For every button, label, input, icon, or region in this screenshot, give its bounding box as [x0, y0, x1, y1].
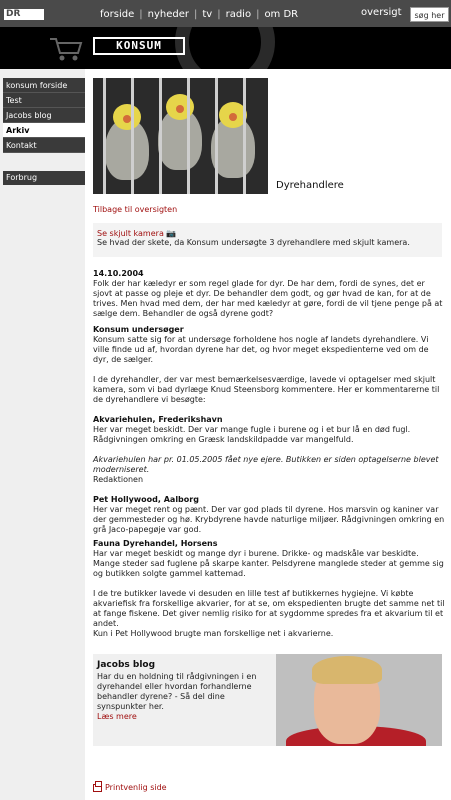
konsum-logo[interactable]: KONSUM — [93, 37, 185, 55]
print-label[interactable]: Printvenlig side — [105, 783, 167, 792]
shop-heading: Akvariehulen, Frederikshavn — [93, 415, 223, 424]
hidden-camera-box — [93, 223, 442, 257]
sidebar-item-konsum-forside[interactable]: konsum forside — [3, 78, 85, 93]
cage-bar — [187, 78, 190, 194]
search-button[interactable]: søg her — [410, 7, 449, 22]
section-text-2: I de dyrehandler, der var mest bemærkelsesværdige, lavede vi optagelser med skjult kamera, som vi bad dyrlæge Knud Steensborg kommentere. Her er kommentarerne til de dyrehandlere vi besøgte: — [93, 375, 440, 404]
shop-heading: Fauna Dyrehandel, Horsens — [93, 539, 218, 548]
portrait-hair — [312, 656, 382, 684]
article-body — [93, 269, 445, 639]
nav-tv[interactable]: tv — [202, 8, 213, 20]
nav-forside[interactable]: forside — [100, 8, 135, 20]
cage-bar — [159, 78, 162, 194]
sidebar-item-test[interactable]: Test — [3, 93, 85, 108]
top-nav — [100, 7, 298, 21]
nav-separator: | — [139, 8, 143, 20]
nav-om-dr[interactable]: om DR — [264, 8, 299, 20]
jacobs-blog-text-block — [97, 660, 273, 722]
shop-note: Akvariehulen har pr. 01.05.2005 fået nye ejere. Butikken er siden optagelserne blevet moderniseret. — [93, 455, 439, 474]
banner-decoration — [175, 27, 275, 69]
jacobs-blog-description: Har du en holdning til rådgivningen i en dyrehandel eller hvordan forhandlerne behandler dyrene? - Så del dine synspunkter her. — [97, 672, 257, 711]
left-sidebar — [0, 69, 85, 800]
nav-nyheder[interactable]: nyheder — [147, 8, 189, 20]
section-heading: Konsum undersøger — [93, 325, 184, 334]
cage-bar — [215, 78, 218, 194]
print-link[interactable] — [93, 783, 167, 792]
shop-text: Her var meget rent og pænt. Der var god plads til dyrene. Hos marsvin og kaniner var der gemmesteder og hø. Krybdyrene havde naturlige miljøer. Rådgivningen omkring en grå Jaco-papegøje var god. — [93, 505, 445, 534]
jacobs-blog-heading: Jacobs blog — [97, 660, 156, 670]
camera-icon: 📷 — [166, 229, 177, 238]
shop-text: Har var meget beskidt og mange dyr i burene. Drikke- og madskåle var beskidte. Mange steder sad fuglene på skarpe kanter. Pelsdyrene manglede steder at gemme sig og butikken solgte gammel kattemad. — [93, 549, 444, 578]
cage-bar — [243, 78, 246, 194]
hidden-camera-text: Se hvad der skete, da Konsum undersøgte 3 dyrehandlere med skjult kamera. — [97, 238, 410, 247]
sidebar-item-kontakt[interactable]: Kontakt — [3, 138, 85, 153]
hygiene-text: I de tre butikker lavede vi desuden en lille test af butikkernes hygiejne. Vi købte akvariefisk fra forskellige akvarier, for at se, om ekspedienten brugte det samme net til at fange fiskene. Det giver nemlig risiko for at sygdomme spredes fra et akvarium til et andet. — [93, 589, 445, 628]
sidebar-menu — [3, 78, 85, 153]
shop-text: Her var meget beskidt. Der var mange fugle i burene og i et bur lå en død fugl. Rådgivningen omkring en Græsk landskildpadde var mangelfuld. — [93, 425, 411, 444]
cage-bar — [103, 78, 106, 194]
hidden-camera-link[interactable] — [97, 229, 438, 238]
top-navigation-bar — [0, 0, 451, 27]
nav-radio[interactable]: radio — [225, 8, 252, 20]
nav-separator: | — [217, 8, 221, 20]
shop-note-signature: Redaktionen — [93, 475, 144, 484]
hidden-camera-link-label[interactable]: Se skjult kamera — [97, 229, 164, 238]
page-title: Dyrehandlere — [276, 180, 344, 191]
sidebar-item-arkiv[interactable]: Arkiv — [3, 123, 85, 138]
bird-illustration — [105, 118, 149, 180]
brand-banner — [0, 27, 451, 69]
hygiene-text-2: Kun i Pet Hollywood brugte man forskellige net i akvarierne. — [93, 629, 334, 638]
sidebar-item-jacobs-blog[interactable]: Jacobs blog — [3, 108, 85, 123]
nav-separator: | — [193, 8, 198, 20]
shop-heading: Pet Hollywood, Aalborg — [93, 495, 199, 504]
nav-separator: | — [256, 8, 260, 20]
shopping-cart-icon — [48, 33, 84, 63]
sidebar-item-forbrug[interactable]: Forbrug — [3, 171, 85, 185]
jacobs-blog-box — [93, 654, 442, 746]
printer-icon — [93, 784, 102, 792]
oversigt-link[interactable]: oversigt — [361, 7, 402, 18]
section-text: Konsum satte sig for at undersøge forholdene hos nogle af landets dyrehandlere. Vi ville finde ud af, hvordan dyrene har det, og hvor meget ekspedienterne ved om de dyr, de sælger. — [93, 335, 429, 364]
bird-illustration — [158, 108, 202, 170]
hero-image-birds — [93, 78, 268, 194]
article-intro: Folk der har kæledyr er som regel glade for dyr. De har dem, fordi de synes, det er sjovt at passe og pleje et dyr. De behandler dem godt, og gør hvad de kan, for at de trives. Men hvad med dem, der har med kæledyr at gøre, fordi de vil tjene penge på at sælge dem. Behandler de også dyrene godt? — [93, 279, 443, 318]
read-more-link[interactable]: Læs mere — [97, 712, 137, 721]
back-to-overview-link[interactable]: Tilbage til oversigten — [93, 205, 178, 214]
dr-logo[interactable]: DR — [4, 9, 44, 20]
jacob-portrait — [276, 654, 442, 746]
article-date: 14.10.2004 — [93, 269, 144, 278]
cage-bar — [131, 78, 134, 194]
